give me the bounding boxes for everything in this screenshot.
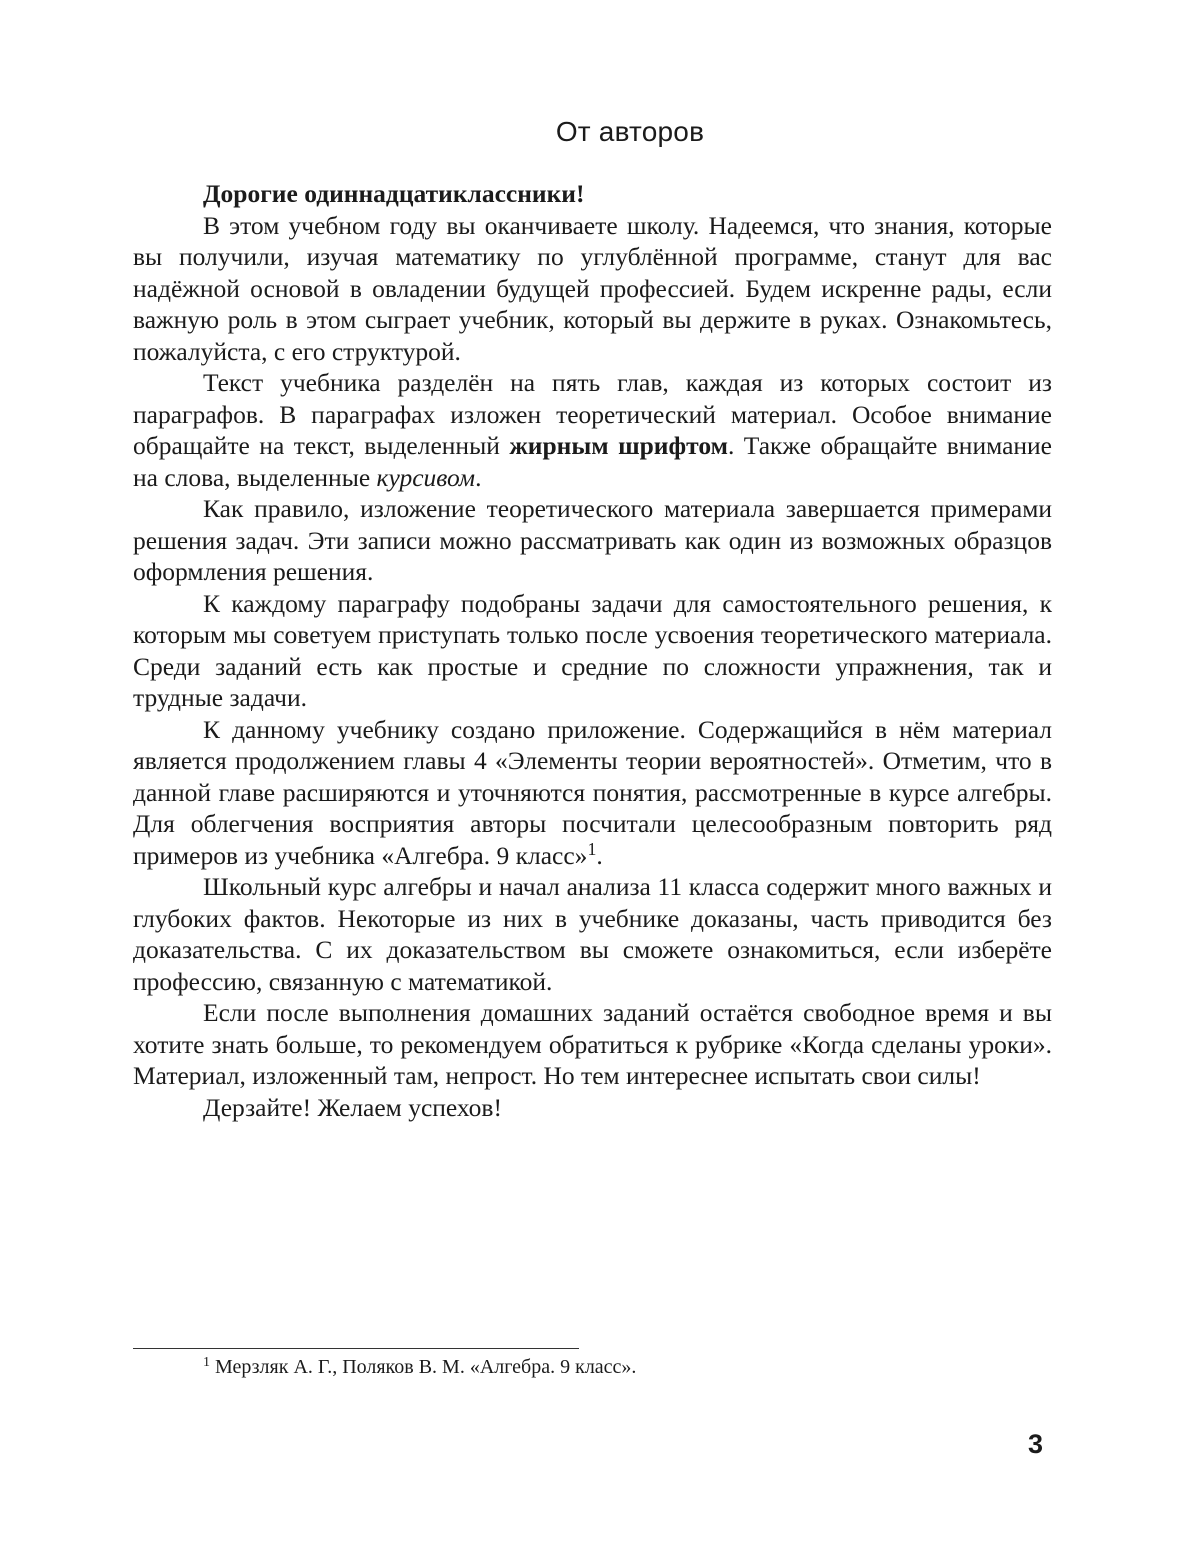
paragraph-course: Школьный курс алгебры и начал анализа 11 класса содержит много важных и глубоких фактов. Некоторые из них в учебнике доказаны, часть приводится без доказательства. С их доказательством вы сможете ознакомиться, если изберёте профессию, связанную с математикой.	[133, 872, 1052, 996]
greeting: Дорогие одиннадцатиклассники!	[203, 179, 585, 208]
paragraph-structure-text-b: . Также обращайте внимание на слова, выделенные	[133, 431, 1052, 492]
footnote-divider	[133, 1348, 579, 1349]
footnote-mark: 1	[203, 1355, 210, 1370]
paragraph-structure-text-a: Текст учебника разделён на пять глав, каждая из которых состоит из параграфов. В параграфах изложен теоретический материал. Особое внимание обращайте на текст, выделенный	[133, 368, 1052, 460]
page-title: От авторов	[555, 116, 705, 147]
footnote	[203, 1354, 636, 1380]
paragraph-extra: Если после выполнения домашних заданий остаётся свободное время и вы хотите знать больше, то рекомендуем обратиться к рубрике «Когда сделаны уроки». Материал, изложенный там, непрост. Но тем интереснее испытать свои силы!	[133, 998, 1052, 1090]
footnote-text: Мерзляк А. Г., Поляков В. М. «Алгебра. 9 класс».	[210, 1356, 637, 1378]
italic-emphasis: курсивом	[376, 462, 476, 492]
paragraph-examples: Как правило, изложение теоретического материала завершается примерами решения задач. Эти записи можно рассматривать как один из возможных образцов оформления решения.	[133, 494, 1052, 586]
body-text	[133, 178, 1052, 1123]
paragraph-appendix-text: К данному учебнику создано приложение. Содержащийся в нём материал является продолжением главы 4 «Элементы теории вероятностей». Отметим, что в данной главе расширяются и уточняются понятия, рассмотренные в курсе алгебры. Для облегчения восприятия авторы посчитали целесообразным повторить ряд примеров из учебника «Алгебра. 9 класс»	[133, 714, 1052, 870]
paragraph-appendix	[133, 714, 1052, 872]
footnote-reference: 1	[587, 838, 597, 859]
bold-emphasis: жирным шрифтом	[509, 431, 728, 460]
paragraph-exercises: К каждому параграфу подобраны задачи для самостоятельного решения, к которым мы советуем приступать только после усвоения теоретического материала. Среди заданий есть как простые и средние по сложности упражнения, так и трудные задачи.	[133, 588, 1052, 712]
paragraph-structure-text-c: .	[475, 462, 482, 492]
page-number: 3	[1028, 1429, 1044, 1459]
paragraph-appendix-end: .	[596, 840, 603, 870]
paragraph-structure	[133, 367, 1052, 493]
paragraph-intro: В этом учебном году вы оканчиваете школу. Надеемся, что знания, которые вы получили, изучая математику по углублённой программе, станут для вас надёжной основой в овладении будущей профессией. Будем искренне рады, если важную роль в этом сыграет учебник, который вы держите в руках. Ознакомьтесь, пожалуйста, с его структурой.	[133, 210, 1052, 366]
paragraph-closing: Дерзайте! Желаем успехов!	[203, 1092, 502, 1122]
